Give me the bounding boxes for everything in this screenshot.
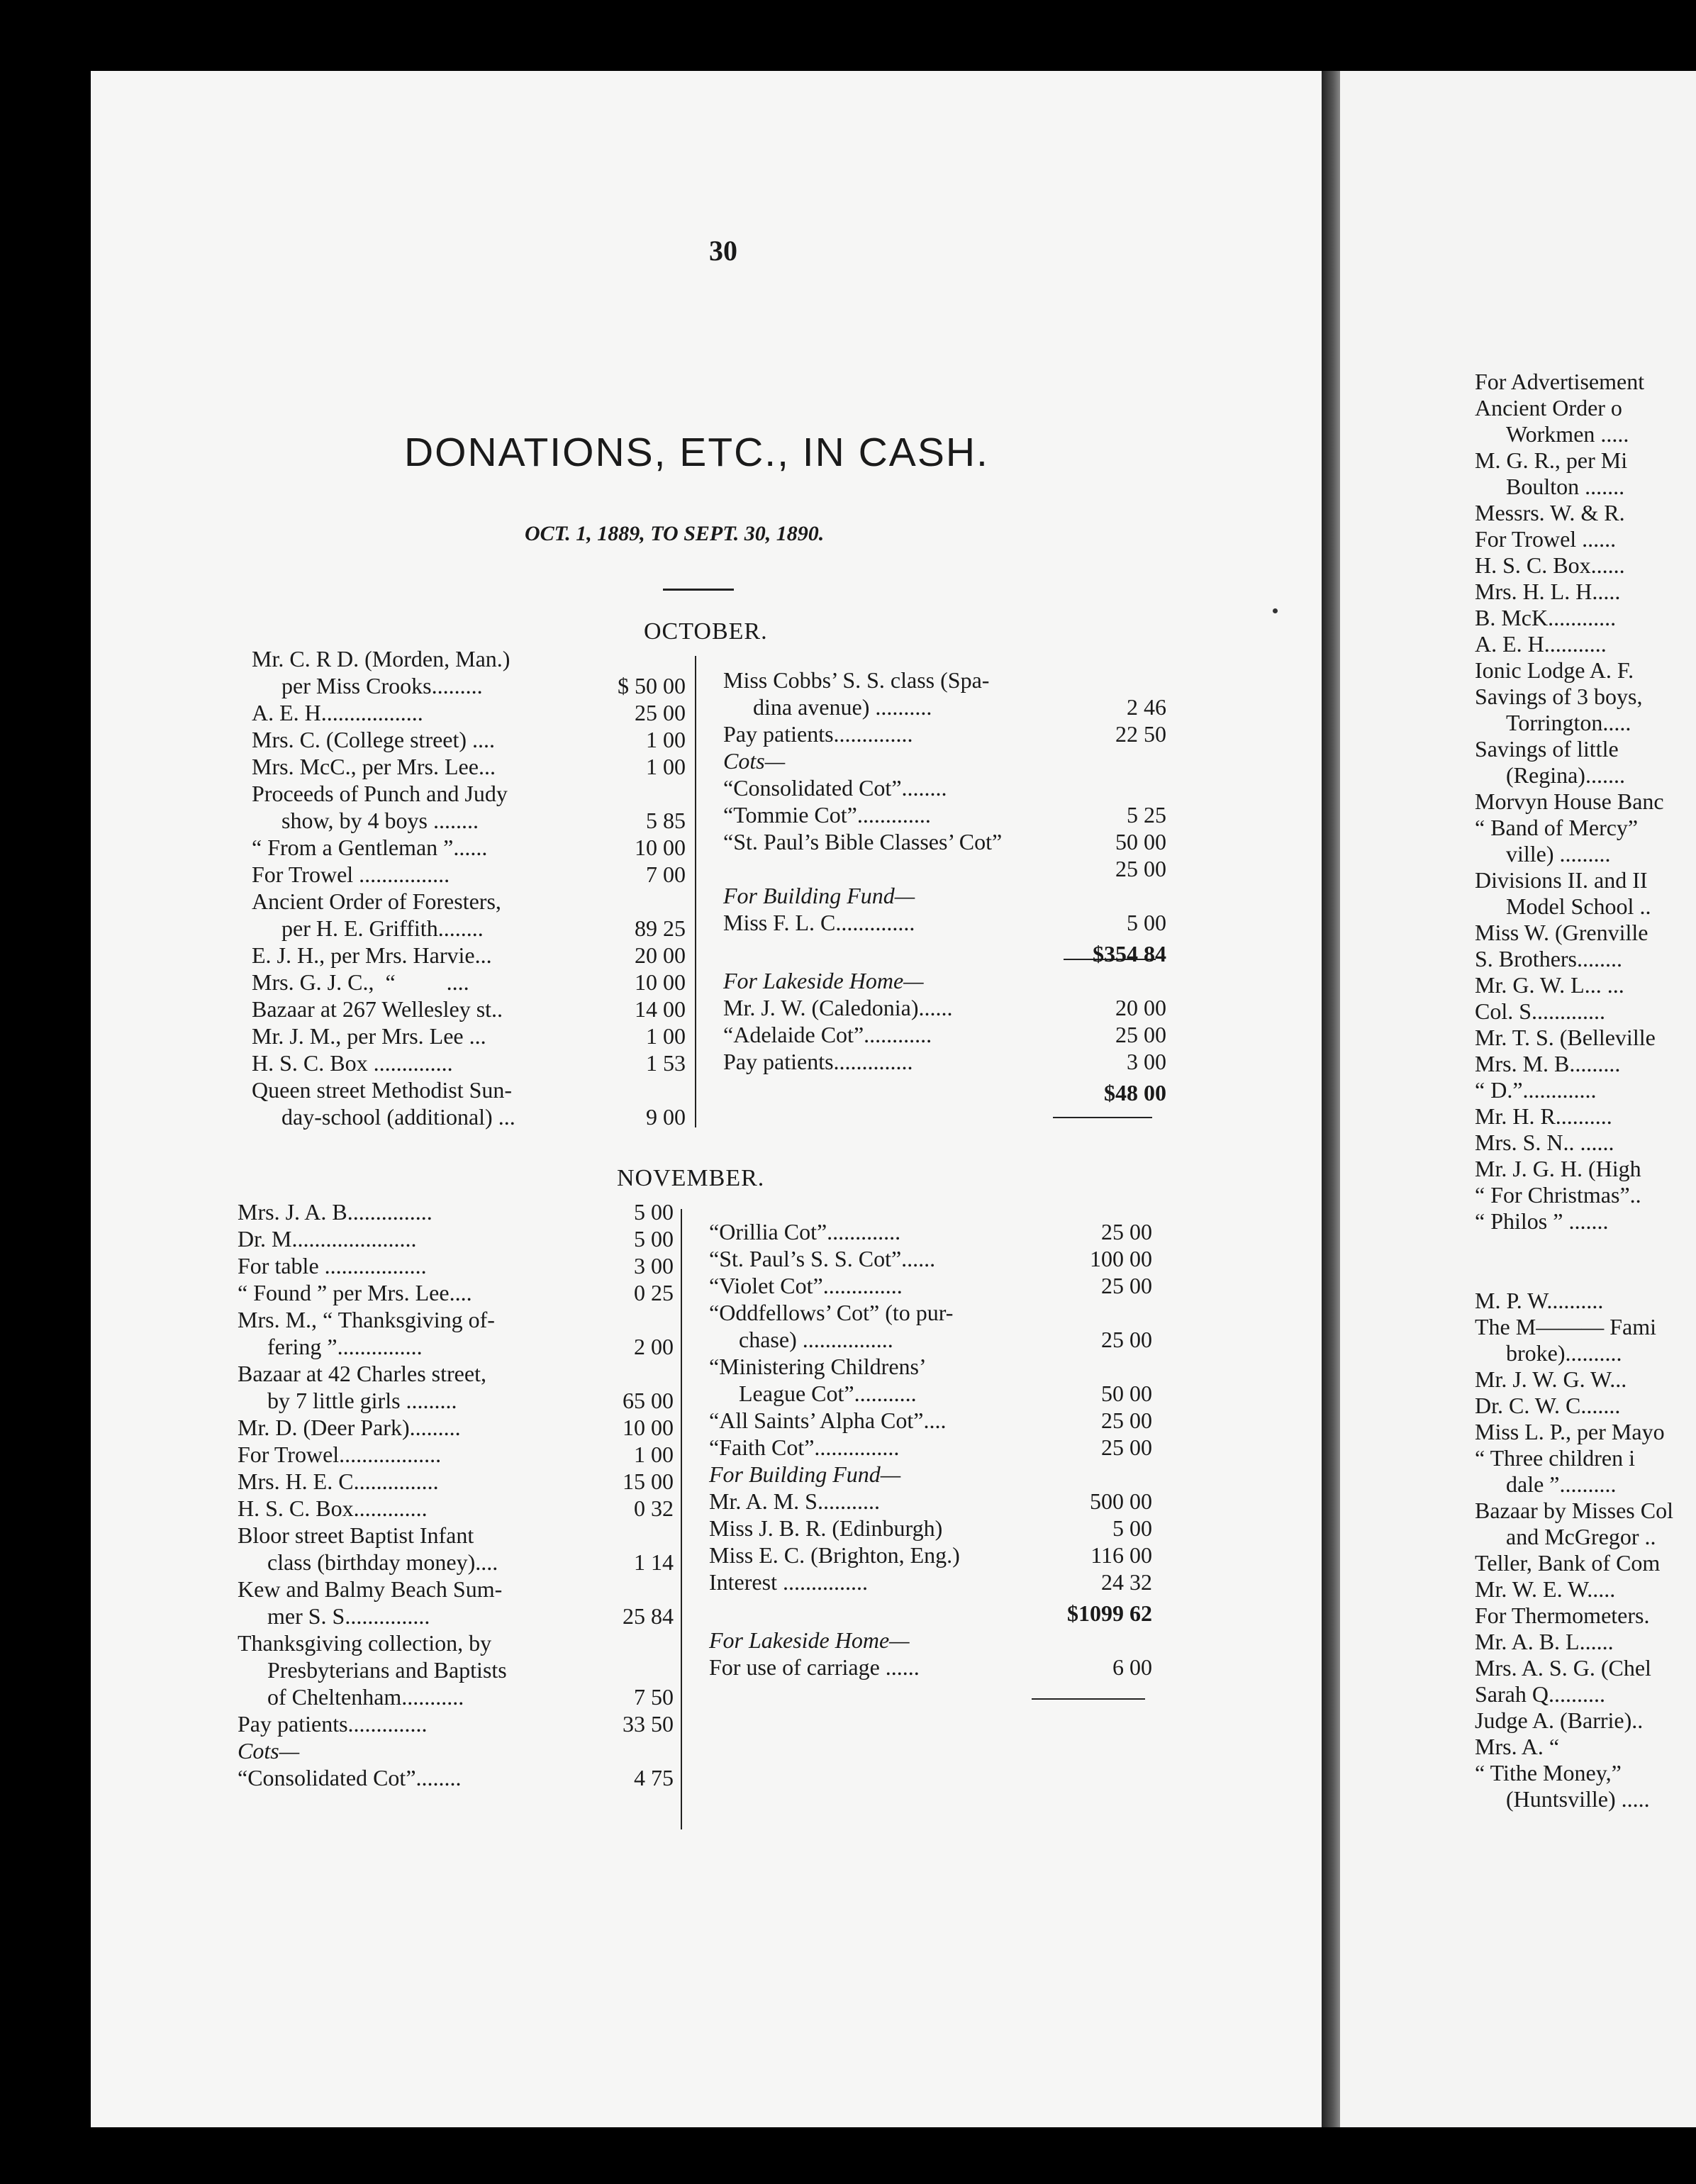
donation-row <box>238 1468 674 1495</box>
right-page-row: M. G. R., per Mi <box>1475 447 1628 473</box>
right-page-row: Workmen ..... <box>1506 421 1629 447</box>
donor-label: class (birthday money).... <box>267 1549 498 1575</box>
donation-amount: 22 50 <box>1115 721 1166 747</box>
donation-row <box>723 693 1166 720</box>
donation-row <box>723 801 1166 828</box>
donation-row <box>238 1603 674 1629</box>
donation-row <box>252 969 684 996</box>
donation-amount: 50 00 <box>1101 1381 1152 1406</box>
right-page-row: Divisions II. and II <box>1475 867 1648 893</box>
total-row <box>723 940 1166 967</box>
donor-label: Mr. J. W. (Caledonia)...... <box>723 995 953 1020</box>
right-page-row: Mr. J. W. G. W... <box>1475 1366 1627 1392</box>
right-page-row: Mr. G. W. L... ... <box>1475 972 1624 998</box>
donation-amount: 20 00 <box>1115 995 1166 1020</box>
donation-row <box>238 1495 674 1522</box>
donation-amount: 1 00 <box>646 754 686 779</box>
donation-row <box>238 1710 674 1737</box>
donor-label: Mr. J. M., per Mrs. Lee ... <box>252 1023 486 1049</box>
donation-amount: 25 00 <box>1115 1022 1166 1047</box>
donor-label: “Consolidated Cot”........ <box>723 775 947 801</box>
donation-amount: 1 53 <box>646 1050 686 1076</box>
right-page-row: Savings of 3 boys, <box>1475 684 1643 709</box>
donor-label: For Building Fund— <box>723 883 915 908</box>
donation-row <box>252 942 684 969</box>
donation-row <box>709 1434 1152 1461</box>
donation-amount: 100 00 <box>1090 1246 1152 1271</box>
right-page-row: M. P. W.......... <box>1475 1288 1604 1313</box>
donor-label: Bazaar at 267 Wellesley st.. <box>252 996 503 1022</box>
donation-amount: 5 25 <box>1127 802 1166 828</box>
donation-row <box>238 1252 674 1279</box>
donation-row <box>723 720 1166 747</box>
right-page-row: For Advertisement <box>1475 369 1645 394</box>
right-page-row: Ionic Lodge A. F. <box>1475 657 1634 683</box>
donation-amount: 50 00 <box>1115 829 1166 854</box>
donation-amount: 20 00 <box>635 942 686 968</box>
donation-amount: 24 32 <box>1101 1569 1152 1595</box>
section-heading <box>238 1737 674 1764</box>
donation-row <box>238 1198 674 1225</box>
donor-label: per Miss Crooks......... <box>281 673 483 698</box>
donor-label: Miss F. L. C.............. <box>723 910 915 935</box>
donor-label: “St. Paul’s Bible Classes’ Cot” <box>723 829 1003 854</box>
donation-row <box>252 699 684 726</box>
right-page-row: S. Brothers........ <box>1475 946 1622 971</box>
donor-label: “ Found ” per Mrs. Lee.... <box>238 1280 472 1305</box>
donation-amount: 500 00 <box>1090 1488 1152 1514</box>
page-number: 30 <box>709 235 737 267</box>
donation-row <box>238 1683 674 1710</box>
donor-label <box>723 941 729 966</box>
donation-row <box>723 1048 1166 1075</box>
donor-label: Bazaar at 42 Charles street, <box>238 1361 486 1386</box>
donor-label: of Cheltenham........... <box>267 1684 464 1710</box>
right-page-row: Col. S............. <box>1475 998 1606 1024</box>
right-page-row: Mrs. A. “ <box>1475 1734 1560 1759</box>
book-gutter <box>1322 71 1340 2127</box>
donor-label: “Adelaide Cot”............ <box>723 1022 932 1047</box>
donation-amount: 25 84 <box>623 1603 674 1629</box>
donation-amount: 89 25 <box>635 915 686 941</box>
donation-row <box>252 1076 684 1103</box>
donation-amount: 33 50 <box>623 1711 674 1737</box>
donation-row <box>238 1576 674 1603</box>
donation-row <box>252 915 684 942</box>
donor-label: For Lakeside Home— <box>709 1627 910 1653</box>
donation-row <box>238 1522 674 1549</box>
donor-label: Miss J. B. R. (Edinburgh) <box>709 1515 943 1541</box>
donation-row <box>252 726 684 753</box>
donation-row <box>238 1225 674 1252</box>
donation-amount: 10 00 <box>623 1415 674 1440</box>
donation-row <box>252 834 684 861</box>
october-left-column <box>252 645 684 1130</box>
right-page-row: The M——— Fami <box>1475 1314 1656 1339</box>
right-page-row: “ Band of Mercy” <box>1475 815 1639 840</box>
donation-amount: 25 00 <box>1101 1408 1152 1433</box>
donor-label <box>723 856 729 881</box>
right-page-row: (Huntsville) ..... <box>1506 1786 1650 1812</box>
right-page-row: Savings of little <box>1475 736 1619 762</box>
october-heading: OCTOBER. <box>644 618 768 645</box>
donor-label: Interest ............... <box>709 1569 868 1595</box>
donor-label: fering ”............... <box>267 1334 423 1359</box>
donor-label: “Ministering Childrens’ <box>709 1354 927 1379</box>
donor-label: H. S. C. Box .............. <box>252 1050 453 1076</box>
november-right-column <box>709 1218 1152 1681</box>
donation-row <box>723 667 1163 693</box>
donation-row <box>238 1279 674 1306</box>
donation-amount: 4 75 <box>634 1765 674 1790</box>
right-page-row: Teller, Bank of Com <box>1475 1550 1661 1576</box>
donor-label: dina avenue) .......... <box>753 694 932 720</box>
donation-amount: 5 00 <box>1112 1515 1152 1541</box>
donation-row <box>252 1023 684 1049</box>
donation-row <box>709 1326 1152 1353</box>
donor-label: “Faith Cot”............... <box>709 1434 900 1460</box>
right-page-row: Messrs. W. & R. <box>1475 500 1625 525</box>
donation-row <box>238 1629 674 1656</box>
right-page-row: Miss W. (Grenville <box>1475 920 1648 945</box>
right-page-row: Miss L. P., per Mayo <box>1475 1419 1665 1444</box>
donation-row <box>252 861 684 888</box>
donation-amount: 10 00 <box>635 969 686 995</box>
donation-amount: $1099 62 <box>1067 1600 1152 1626</box>
donation-amount: 7 00 <box>646 862 686 887</box>
donation-amount: 25 00 <box>1101 1434 1152 1460</box>
donor-label <box>723 1080 729 1105</box>
right-page-row: Morvyn House Banc <box>1475 789 1664 814</box>
donation-row <box>723 855 1166 882</box>
donation-amount: 5 85 <box>646 808 686 833</box>
right-page-row: and McGregor .. <box>1506 1524 1656 1549</box>
donor-label: For Building Fund— <box>709 1461 901 1487</box>
donation-row <box>238 1360 674 1387</box>
donation-amount: 0 32 <box>634 1495 674 1521</box>
right-page-row: H. S. C. Box...... <box>1475 552 1625 578</box>
donor-label: “Orillia Cot”............. <box>709 1219 901 1244</box>
right-page-row: ville) ......... <box>1506 841 1611 867</box>
donation-row <box>238 1414 674 1441</box>
total-rule <box>1032 1698 1145 1700</box>
right-page-row: Judge A. (Barrie).. <box>1475 1707 1644 1733</box>
donation-row <box>252 807 684 834</box>
section-heading <box>723 882 1163 909</box>
donation-amount: 25 00 <box>635 700 686 725</box>
donation-amount: $354 84 <box>1093 941 1166 966</box>
donor-label: Kew and Balmy Beach Sum- <box>238 1576 503 1602</box>
donor-label: Presbyterians and Baptists <box>267 1657 507 1683</box>
donation-amount: $48 00 <box>1104 1080 1166 1105</box>
right-page-row: A. E. H........... <box>1475 631 1607 657</box>
donor-label: chase) ................ <box>739 1327 893 1352</box>
donation-amount: 3 00 <box>634 1253 674 1278</box>
donation-amount: 5 00 <box>634 1226 674 1252</box>
donor-label: “Consolidated Cot”........ <box>238 1765 462 1790</box>
donation-amount: 9 00 <box>646 1104 686 1130</box>
donor-label: Mrs. McC., per Mrs. Lee... <box>252 754 496 779</box>
donation-row <box>709 1353 1152 1380</box>
right-page-row: Model School .. <box>1506 893 1651 919</box>
donation-row <box>723 828 1166 855</box>
donor-label: Pay patients.............. <box>723 721 913 747</box>
donation-amount: 2 00 <box>634 1334 674 1359</box>
donation-row <box>709 1542 1152 1569</box>
donation-row <box>709 1654 1152 1681</box>
donor-label: Proceeds of Punch and Judy <box>252 781 508 806</box>
donation-amount: 1 00 <box>634 1442 674 1467</box>
right-page-row: “ D.”............. <box>1475 1077 1597 1103</box>
november-left-column <box>238 1198 674 1791</box>
donor-label: per H. E. Griffith........ <box>281 915 484 941</box>
donor-label: “ From a Gentleman ”...... <box>252 835 488 860</box>
donor-label: Ancient Order of Foresters, <box>252 888 501 914</box>
donation-amount: 0 25 <box>634 1280 674 1305</box>
donation-row <box>252 1103 684 1130</box>
donor-label: For table .................. <box>238 1253 427 1278</box>
donor-label: For Trowel.................. <box>238 1442 442 1467</box>
donor-label: Thanksgiving collection, by <box>238 1630 492 1656</box>
donation-amount: 7 50 <box>634 1684 674 1710</box>
right-page-row: Torrington..... <box>1506 710 1631 735</box>
donation-row <box>252 1049 684 1076</box>
donor-label: Dr. M...................... <box>238 1226 417 1252</box>
october-column-divider <box>695 656 696 1127</box>
donation-amount: $ 50 00 <box>618 673 686 698</box>
section-heading <box>709 1461 1152 1488</box>
donation-row <box>709 1218 1152 1245</box>
donor-label: Mr. D. (Deer Park)......... <box>238 1415 461 1440</box>
donation-row <box>709 1407 1152 1434</box>
donation-amount: 25 00 <box>1101 1327 1152 1352</box>
donation-row <box>238 1656 674 1683</box>
right-page-row: broke).......... <box>1506 1340 1622 1366</box>
donor-label: For use of carriage ...... <box>709 1654 920 1680</box>
right-page-row: “ For Christmas”.. <box>1475 1182 1641 1208</box>
donation-row <box>709 1245 1152 1272</box>
right-page-column <box>1475 369 1695 1812</box>
right-page-row: Dr. C. W. C....... <box>1475 1393 1621 1418</box>
donation-row <box>709 1299 1152 1326</box>
donor-label: League Cot”........... <box>739 1381 917 1406</box>
donation-row <box>252 780 684 807</box>
donation-amount: 5 00 <box>1127 910 1166 935</box>
donation-row <box>709 1569 1152 1595</box>
date-range-subtitle: OCT. 1, 1889, TO SEPT. 30, 1890. <box>525 522 825 545</box>
donation-row <box>238 1387 674 1414</box>
right-page-row: For Trowel ...... <box>1475 526 1617 552</box>
donation-row <box>238 1333 674 1360</box>
donation-row <box>723 994 1166 1021</box>
right-page-row: Sarah Q.......... <box>1475 1681 1605 1707</box>
donation-row <box>238 1549 674 1576</box>
donation-amount: 25 00 <box>1101 1273 1152 1298</box>
right-page-row: Mr. H. R.......... <box>1475 1103 1612 1129</box>
page-title: DONATIONS, ETC., IN CASH. <box>404 430 989 475</box>
donor-label: Mrs. M., “ Thanksgiving of- <box>238 1307 495 1332</box>
donation-amount: 6 00 <box>1112 1654 1152 1680</box>
right-page-row: Mrs. A. S. G. (Chel <box>1475 1655 1651 1681</box>
donation-amount: 25 00 <box>1101 1219 1152 1244</box>
right-page-row: “ Philos ” ....... <box>1475 1208 1609 1234</box>
donation-row <box>252 645 684 672</box>
donation-row <box>252 996 684 1023</box>
donor-label: show, by 4 boys ........ <box>281 808 479 833</box>
donor-label: Cots— <box>238 1738 300 1764</box>
donor-label: Mrs. H. E. C............... <box>238 1469 439 1494</box>
donor-label: For Lakeside Home— <box>723 968 924 993</box>
donor-label: Queen street Methodist Sun- <box>252 1077 513 1103</box>
donation-amount: 10 00 <box>635 835 686 860</box>
donor-label: by 7 little girls ......... <box>267 1388 457 1413</box>
donation-row <box>709 1272 1152 1299</box>
donation-amount: 15 00 <box>623 1469 674 1494</box>
section-heading <box>709 1627 1152 1654</box>
right-page-row: dale ”.......... <box>1506 1471 1617 1497</box>
donor-label: Pay patients.............. <box>723 1049 913 1074</box>
right-page-row: Boulton ....... <box>1506 474 1625 499</box>
november-heading: NOVEMBER. <box>617 1165 765 1191</box>
donor-label: “All Saints’ Alpha Cot”.... <box>709 1408 947 1433</box>
right-page-row: “ Tithe Money,” <box>1475 1760 1622 1785</box>
right-page-row: Mrs. M. B......... <box>1475 1051 1621 1076</box>
total-row <box>723 1079 1166 1106</box>
donation-amount: 2 46 <box>1127 694 1166 720</box>
donor-label: Mr. A. M. S........... <box>709 1488 880 1514</box>
donation-row <box>252 888 684 915</box>
donor-label: Miss Cobbs’ S. S. class (Spa- <box>723 667 990 693</box>
donation-amount: 65 00 <box>623 1388 674 1413</box>
donor-label: Bloor street Baptist Infant <box>238 1522 474 1548</box>
donor-label: E. J. H., per Mrs. Harvie... <box>252 942 492 968</box>
donation-row <box>238 1306 674 1333</box>
donation-row <box>238 1764 674 1791</box>
total-row <box>709 1600 1152 1627</box>
donation-amount: 1 00 <box>646 1023 686 1049</box>
section-heading <box>723 747 1163 774</box>
donation-row <box>709 1488 1152 1515</box>
donor-label: Cots— <box>723 748 786 774</box>
donor-label: “Oddfellows’ Cot” (to pur- <box>709 1300 954 1325</box>
right-page-row: Ancient Order o <box>1475 395 1622 420</box>
right-page-row: For Thermometers. <box>1475 1603 1650 1628</box>
right-page-row: “ Three children i <box>1475 1445 1635 1471</box>
donor-label: A. E. H.................. <box>252 700 423 725</box>
donor-label: Mrs. G. J. C., “ .... <box>252 969 469 995</box>
donor-label <box>709 1600 715 1626</box>
donation-amount: 1 00 <box>646 727 686 752</box>
donor-label: Pay patients.............. <box>238 1711 428 1737</box>
donor-label: “Tommie Cot”............. <box>723 802 931 828</box>
donation-row <box>723 774 1163 801</box>
donation-amount: 116 00 <box>1090 1542 1152 1568</box>
donation-row <box>723 1021 1166 1048</box>
donor-label: “St. Paul’s S. S. Cot”...... <box>709 1246 936 1271</box>
section-heading <box>723 967 1163 994</box>
donor-label: mer S. S............... <box>267 1603 430 1629</box>
right-page-row: Mr. A. B. L...... <box>1475 1629 1614 1654</box>
donor-label: Miss E. C. (Brighton, Eng.) <box>709 1542 960 1568</box>
donation-amount: 1 14 <box>634 1549 674 1575</box>
right-page-row: Bazaar by Misses Col <box>1475 1498 1673 1523</box>
donation-row <box>723 909 1166 936</box>
donation-row <box>252 753 684 780</box>
donor-label: Mr. C. R D. (Morden, Man.) <box>252 646 511 672</box>
donation-row <box>709 1515 1152 1542</box>
right-page-row: Mrs. H. L. H..... <box>1475 579 1621 604</box>
right-page-row <box>1475 1235 1695 1288</box>
right-page-row: Mr. T. S. (Belleville <box>1475 1025 1656 1050</box>
right-page-row: Mrs. S. N.. ...... <box>1475 1130 1614 1155</box>
donation-amount: 5 00 <box>634 1199 674 1225</box>
total-rule <box>1053 1117 1152 1118</box>
donation-amount: 3 00 <box>1127 1049 1166 1074</box>
right-page-row: Mr. J. G. H. (High <box>1475 1156 1641 1181</box>
donation-row <box>709 1380 1152 1407</box>
november-column-divider <box>681 1209 682 1829</box>
donor-label: Mrs. J. A. B............... <box>238 1199 433 1225</box>
donation-row <box>238 1441 674 1468</box>
donor-label: H. S. C. Box............. <box>238 1495 428 1521</box>
donor-label: day-school (additional) ... <box>281 1104 515 1130</box>
right-page-row: Mr. W. E. W..... <box>1475 1576 1616 1602</box>
donation-amount: 14 00 <box>635 996 686 1022</box>
donor-label: “Violet Cot”.............. <box>709 1273 903 1298</box>
title-rule <box>663 589 734 591</box>
october-right-column <box>723 667 1166 1106</box>
donor-label: For Trowel ................ <box>252 862 450 887</box>
right-page-row: (Regina)....... <box>1506 762 1625 788</box>
donor-label: Mrs. C. (College street) .... <box>252 727 496 752</box>
ink-speck <box>1273 608 1278 613</box>
right-page-row: B. McK............ <box>1475 605 1617 630</box>
donation-amount: 25 00 <box>1115 856 1166 881</box>
donation-row <box>252 672 684 699</box>
